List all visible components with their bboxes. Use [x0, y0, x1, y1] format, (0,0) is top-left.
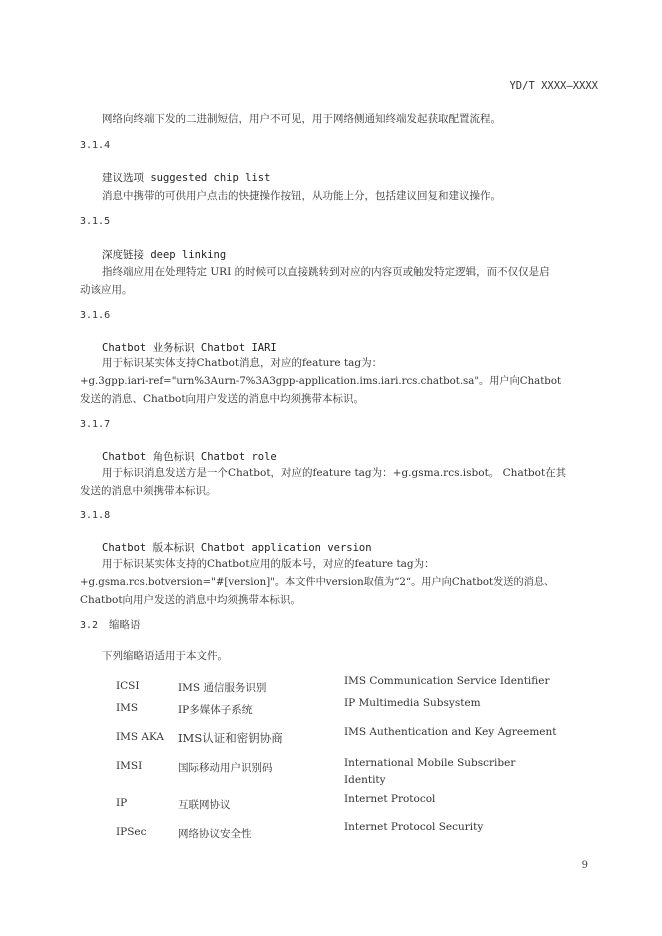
abbr-code: ICSI [116, 680, 140, 692]
abbr-chinese: IMS认证和密钥协商 [178, 731, 283, 745]
definition-line: 用于标识某实体支持的Chatbot应用的版本号，对应的feature tag为： [102, 558, 435, 570]
abbr-english: Internet Protocol Security [344, 821, 484, 833]
abbr-chinese: IP多媒体子系统 [178, 704, 253, 716]
term-heading: Chatbot 业务标识 Chatbot IARI [102, 342, 277, 354]
definition-line: +g.3gpp.iari-ref="urn%3Aurn-7%3A3gpp-application.ims.iari.rcs.chatbot.sa"。用户向Chatbot [80, 376, 562, 387]
abbr-english: IMS Authentication and Key Agreement [344, 726, 557, 738]
definition-line: Chatbot向用户发送的消息中均须携带本标识。 [80, 594, 302, 606]
section-number: 3.1.7 [80, 419, 111, 430]
term-heading: Chatbot 版本标识 Chatbot application version [102, 542, 372, 554]
definition-line: 指终端应用在处理特定 URI 的时候可以直接跳转到对应的内容页或触发特定逻辑，而不仅仅是启 [102, 266, 550, 278]
section-number: 3.1.8 [80, 510, 111, 521]
abbr-code: IPSec [116, 826, 147, 838]
section-title: 缩略语 [109, 619, 141, 631]
term-heading: 深度链接 deep linking [102, 249, 227, 261]
abbr-english: International Mobile Subscriber Identity [344, 757, 516, 786]
abbr-code: IMS [116, 702, 139, 714]
abbr-chinese: 国际移动用户识别码 [178, 762, 273, 774]
section-number: 3.2 [80, 620, 99, 631]
abbr-chinese: 网络协议安全性 [178, 828, 252, 840]
abbr-code: IP [116, 797, 128, 809]
abbr-chinese: 互联网协议 [178, 799, 231, 811]
page-number: 9 [581, 860, 588, 871]
intro-paragraph: 网络向终端下发的二进制短信，用户不可见，用于网络侧通知终端发起获取配置流程。 [102, 113, 501, 125]
section-number: 3.1.6 [80, 310, 111, 321]
definition-line: 用于标识消息发送方是一个Chatbot，对应的feature tag为：+g.gsma.rcs.isbot。 Chatbot在其 [102, 467, 567, 479]
document-header-id: YD/T XXXX—XXXX [509, 80, 598, 92]
abbr-code: IMSI [116, 760, 143, 772]
definition-line: +g.gsma.rcs.botversion="#[version]"。本文件中version取值为“2“。用户向Chatbot发送的消息、 [80, 577, 555, 588]
section-number: 3.1.5 [80, 216, 111, 227]
definition-line: 发送的消息中须携带本标识。 [80, 485, 217, 497]
abbr-code: IMS AKA [116, 731, 165, 743]
definition-line: 用于标识某实体支持Chatbot消息，对应的feature tag为： [102, 357, 383, 369]
term-heading: Chatbot 角色标识 Chatbot role [102, 451, 277, 463]
definition-line: 发送的消息、Chatbot向用户发送的消息中均须携带本标识。 [80, 393, 365, 405]
abbr-english: Internet Protocol [344, 793, 436, 805]
definition-line: 动该应用。 [80, 284, 133, 296]
term-heading: 建议选项 suggested chip list [102, 172, 271, 184]
section-number: 3.1.4 [80, 140, 111, 151]
abbr-english: IP Multimedia Subsystem [344, 697, 481, 709]
section-intro: 下列缩略语适用于本文件。 [102, 650, 228, 662]
definition-line: 消息中携带的可供用户点击的快捷操作按钮，从功能上分，包括建议回复和建议操作。 [102, 190, 501, 202]
abbr-english: IMS Communication Service Identifier [344, 675, 550, 687]
abbr-chinese: IMS 通信服务识别 [178, 682, 267, 694]
